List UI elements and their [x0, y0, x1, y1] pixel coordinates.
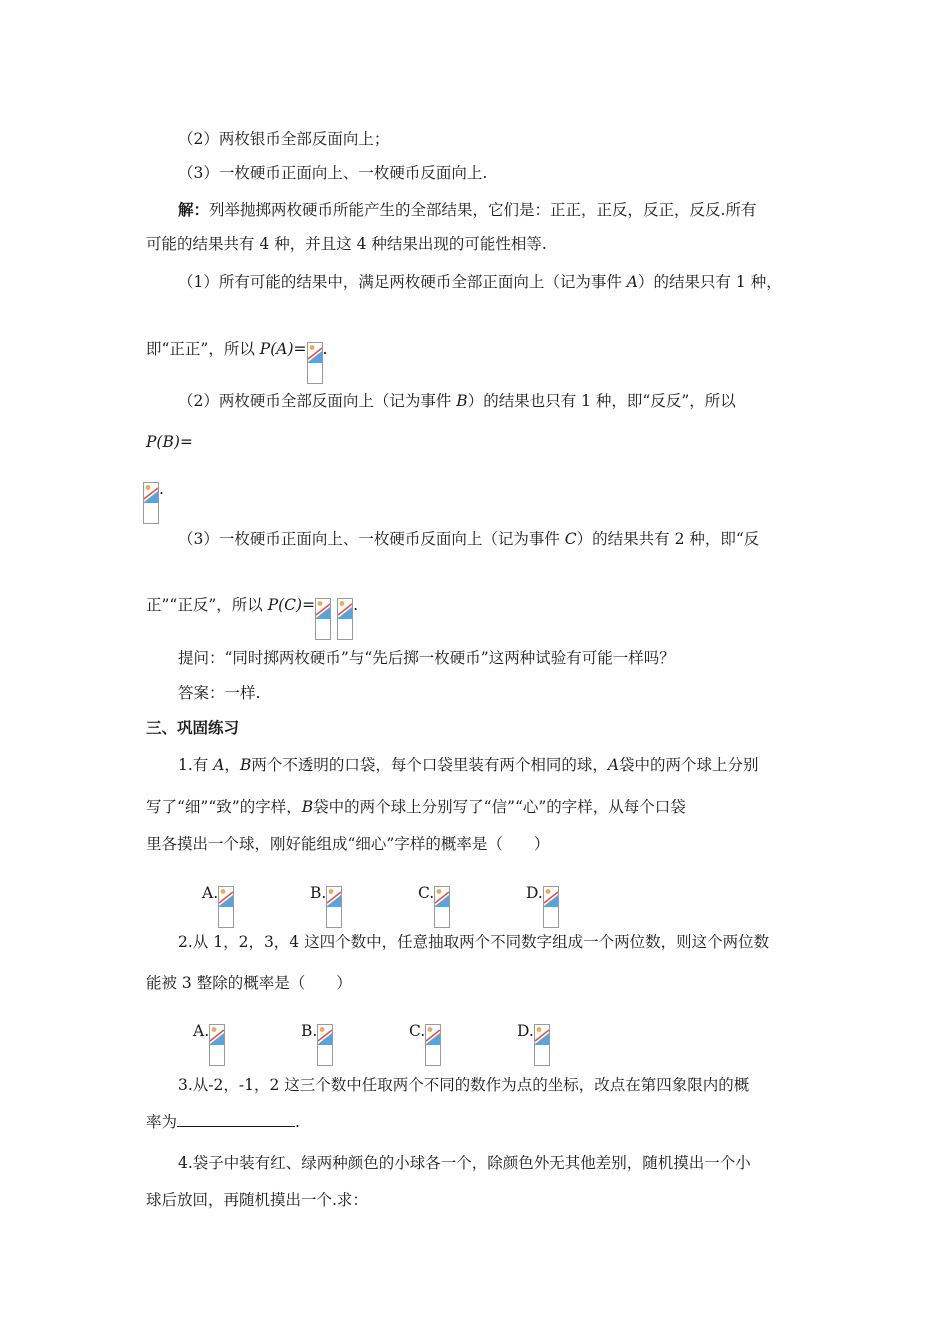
- answer-1-line: [178, 271, 782, 293]
- fraction-image-icon: [315, 598, 331, 640]
- exercise-1-line-3: 里各摸出一个球，刚好能组成“细心”字样的概率是（ ）: [146, 835, 550, 853]
- fraction-image-icon: [218, 886, 234, 928]
- text: 1.有: [178, 756, 214, 774]
- option-label: A.: [193, 1022, 210, 1040]
- event-c: C: [564, 530, 577, 548]
- exercise-2-line-2: 能被 3 整除的概率是（ ）: [146, 974, 352, 992]
- part-2-line: （2）两枚银币全部反面向上；: [178, 130, 390, 148]
- text: ，: [224, 756, 240, 774]
- fraction-image-icon: [326, 886, 342, 928]
- text: .: [295, 1113, 300, 1131]
- bag-b: B: [301, 798, 314, 816]
- exercise-2-option-d: [517, 1020, 550, 1066]
- answer-3-result: [146, 594, 358, 640]
- text: （2）两枚硬币全部反面向上（记为事件: [178, 392, 457, 410]
- text: （3）一枚硬币正面向上、一枚硬币反面向上（记为事件: [178, 530, 565, 548]
- fraction-image-icon: [337, 598, 353, 640]
- section-heading: 三、巩固练习: [146, 718, 240, 737]
- answer-blank[interactable]: [177, 1112, 295, 1127]
- exercise-2-line-1: 2.从 1，2，3，4 这四个数中，任意抽取两个不同数字组成一个两位数，则这个两位数: [178, 933, 770, 951]
- text: 袋中的两个球上分别写了“信”“心”的字样，从每个口袋: [313, 798, 686, 816]
- exercise-2-option-b: [301, 1020, 333, 1066]
- equals: =: [179, 433, 193, 451]
- text: 两个不透明的口袋，每个口袋里装有两个相同的球，: [251, 756, 608, 774]
- answer-2-expr: [146, 431, 193, 453]
- exercise-3-line-1: 3.从-2，-1，2 这三个数中任取两个不同的数作为点的坐标，改点在第四象限内的概: [178, 1076, 750, 1094]
- option-label: B.: [301, 1022, 318, 1040]
- solution-line-1: [178, 199, 756, 221]
- fraction-image-icon: [543, 886, 559, 928]
- text: 袋中的两个球上分别: [619, 756, 759, 774]
- period: .: [322, 340, 328, 358]
- exercise-4-line-1: 4.袋子中装有红、绿两种颜色的小球各一个，除颜色外无其他差别，随机摸出一个小: [178, 1154, 751, 1172]
- text: ）的结果只有 1 种，: [638, 273, 782, 291]
- bag-b: B: [239, 756, 252, 774]
- option-label: D.: [517, 1022, 534, 1040]
- fraction-image-icon: [534, 1024, 550, 1066]
- event-a: A: [626, 273, 638, 291]
- probability-expr: P(A): [259, 340, 294, 358]
- exercise-3-line-2: [146, 1111, 300, 1133]
- bag-a: A: [213, 756, 225, 774]
- answer-line: 答案：一样.: [178, 684, 261, 702]
- answer-2-line: [178, 390, 736, 412]
- text: 即“正正”，所以: [146, 340, 260, 358]
- exercise-1-option-a: [202, 882, 234, 928]
- fraction-image-icon: [143, 482, 159, 524]
- exercise-1-line-2: [146, 796, 686, 818]
- option-label: C.: [418, 884, 435, 902]
- exercise-1-option-b: [310, 882, 342, 928]
- exercise-4-line-2: 球后放回，再随机摸出一个.求：: [146, 1191, 368, 1209]
- exercise-1-option-d: [526, 882, 559, 928]
- answer-3-line: [178, 528, 759, 550]
- exercise-2-option-c: [409, 1020, 441, 1066]
- equals: =: [293, 340, 307, 358]
- text: 率为: [146, 1113, 178, 1131]
- solution-line-2: 可能的结果共有 4 种，并且这 4 种结果出现的可能性相等.: [146, 235, 547, 253]
- option-label: C.: [409, 1022, 426, 1040]
- equals: =: [302, 596, 316, 614]
- option-label: B.: [310, 884, 327, 902]
- part-3-line: （3）一枚硬币正面向上、一枚硬币反面向上.: [178, 164, 488, 182]
- answer-2-result: [143, 478, 164, 524]
- option-label: A.: [202, 884, 219, 902]
- exercise-2-option-a: [193, 1020, 225, 1066]
- answer-1-result: [146, 338, 327, 384]
- text: （1）所有可能的结果中，满足两枚硬币全部正面向上（记为事件: [178, 273, 627, 291]
- fraction-image-icon: [209, 1024, 225, 1066]
- text: ）的结果也只有 1 种，即“反反”，所以: [467, 392, 736, 410]
- period: .: [159, 480, 164, 498]
- text: 正”“正反”，所以: [146, 596, 268, 614]
- solution-text: 列举抛掷两枚硬币所能产生的全部结果，它们是：正正，正反，反正，反反.所有: [209, 201, 757, 219]
- period: .: [353, 596, 359, 614]
- exercise-1-option-c: [418, 882, 450, 928]
- bag-a: A: [607, 756, 620, 774]
- solution-label: 解：: [178, 200, 210, 219]
- exercise-1-line-1: [178, 754, 759, 776]
- text: ）的结果共有 2 种，即“反: [576, 530, 760, 548]
- event-b: B: [456, 392, 468, 410]
- fraction-image-icon: [317, 1024, 333, 1066]
- probability-expr: P(C): [267, 596, 303, 614]
- fraction-image-icon: [434, 886, 450, 928]
- option-label: D.: [526, 884, 543, 902]
- question-line: 提问：“同时掷两枚硬币”与“先后掷一枚硬币”这两种试验有可能一样吗？: [178, 649, 675, 667]
- text: 写了“细”“致”的字样，: [146, 798, 302, 816]
- fraction-image-icon: [307, 342, 323, 384]
- fraction-image-icon: [425, 1024, 441, 1066]
- probability-expr: P(B): [146, 433, 180, 451]
